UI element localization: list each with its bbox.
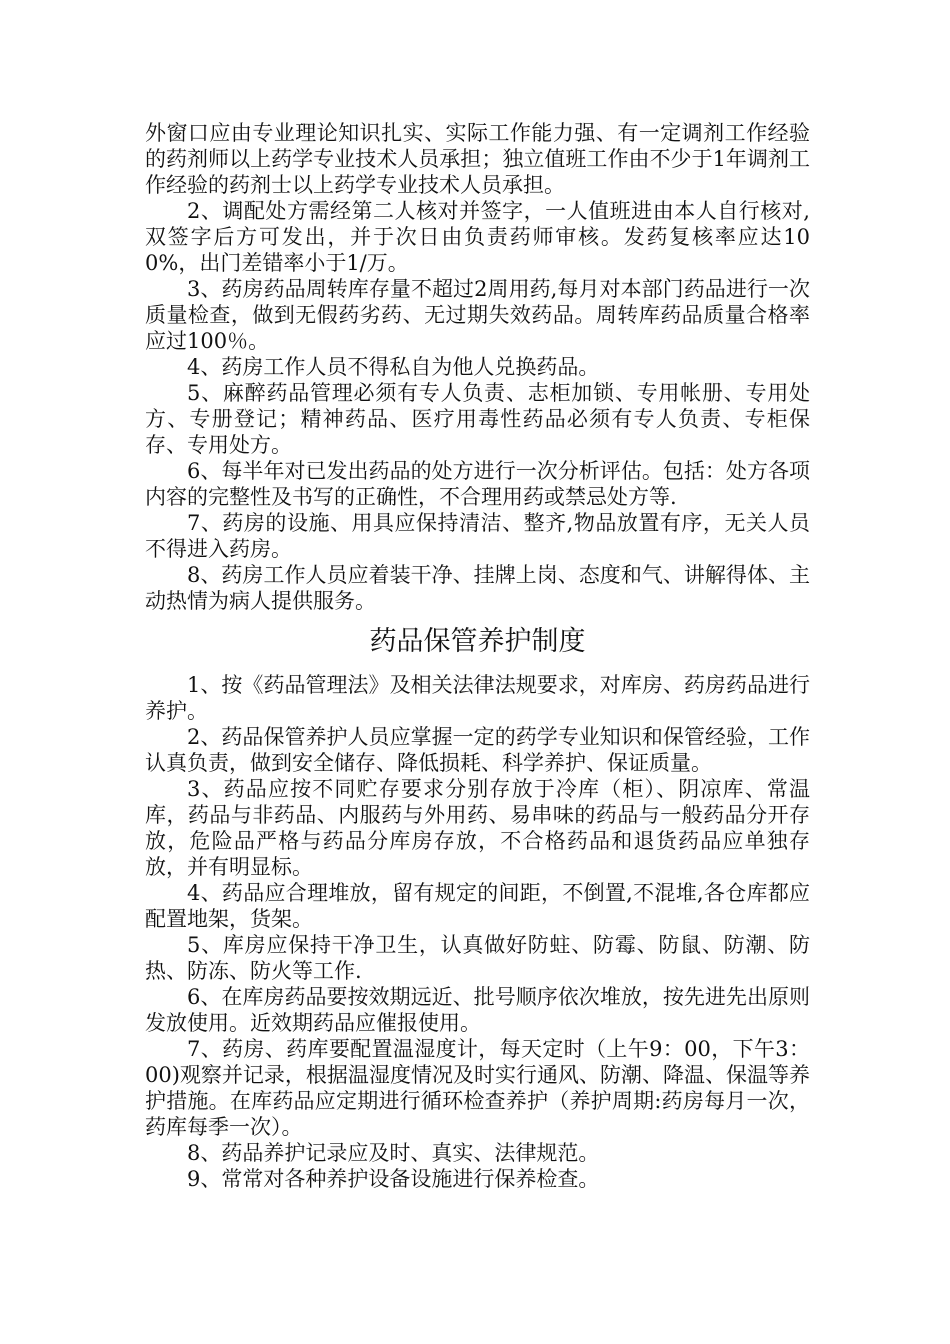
section-title: 药品保管养护制度 — [369, 626, 586, 657]
storage-paragraph-3: 3、药品应按不同贮存要求分别存放于冷库（柜）、阴凉库、常温库，药品与非药品、内服药与外用药、易串味的药品与一般药品分开存放，危险品严格与药品分库房存放，不合格药品和退货药品应单独存放，并有明显标。 — [145, 777, 810, 879]
storage-paragraph-1: 1、按《药品管理法》及相关法律法规要求，对库房、药房药品进行养护。 — [145, 673, 810, 723]
storage-paragraph-4: 4、药品应合理堆放，留有规定的间距，不倒置,不混堆,各仓库都应配置地架，货架。 — [145, 881, 810, 931]
document-page — [145, 120, 810, 1192]
section-dispensing-rules — [145, 120, 810, 614]
storage-paragraph-9: 9、常常对各种养护设备设施进行保养检查。 — [187, 1167, 600, 1191]
paragraph-2: 2、调配处方需经第二人核对并签字，一人值班进由本人自行核对,双签字后方可发出，并于次日由负责药师审核。发药复核率应达100%，出门差错率小于1/万。 — [145, 199, 810, 275]
storage-paragraph-8: 8、药品养护记录应及时、真实、法律规范。 — [187, 1141, 600, 1165]
storage-paragraph-6: 6、在库房药品要按效期远近、批号顺序依次堆放，按先进先出原则发放使用。近效期药品应催报使用。 — [145, 985, 810, 1035]
paragraph-4: 4、药房工作人员不得私自为他人兑换药品。 — [187, 355, 600, 379]
storage-paragraph-7: 7、药房、药库要配置温湿度计，每天定时（上午9：00，下午3：00)观察并记录，根据温湿度情况及时实行通风、防潮、降温、保温等养护措施。在库药品应定期进行循环检查养护（养护周期:药房每月一次，药库每季一次）。 — [145, 1037, 810, 1139]
section-storage-rules — [145, 672, 810, 1192]
storage-paragraph-5: 5、库房应保持干净卫生，认真做好防蛀、防霉、防鼠、防潮、防热、防冻、防火等工作. — [145, 933, 810, 983]
paragraph-3: 3、药房药品周转库存量不超过2周用药,每月对本部门药品进行一次质量检查，做到无假药劣药、无过期失效药品。周转库药品质量合格率应过100％。 — [145, 277, 810, 353]
paragraph-8: 8、药房工作人员应着装干净、挂牌上岗、态度和气、讲解得体、主动热情为病人提供服务。 — [145, 563, 810, 613]
storage-paragraph-2: 2、药品保管养护人员应掌握一定的药学专业知识和保管经验，工作认真负责，做到安全储存、降低损耗、科学养护、保证质量。 — [145, 725, 810, 775]
paragraph-6: 6、每半年对已发出药品的处方进行一次分析评估。包括：处方各项内容的完整性及书写的正确性，不合理用药或禁忌处方等. — [145, 459, 810, 509]
paragraph-1-continued: 外窗口应由专业理论知识扎实、实际工作能力强、有一定调剂工作经验的药剂师以上药学专业技术人员承担；独立值班工作由不少于1年调剂工作经验的药剂士以上药学专业技术人员承担。 — [145, 121, 810, 197]
paragraph-5: 5、麻醉药品管理必须有专人负责、志柜加锁、专用帐册、专用处方、专册登记；精神药品、医疗用毒性药品必须有专人负责、专柜保存、专用处方。 — [145, 381, 810, 457]
paragraph-7: 7、药房的设施、用具应保持清洁、整齐,物品放置有序，无关人员不得进入药房。 — [145, 511, 810, 561]
